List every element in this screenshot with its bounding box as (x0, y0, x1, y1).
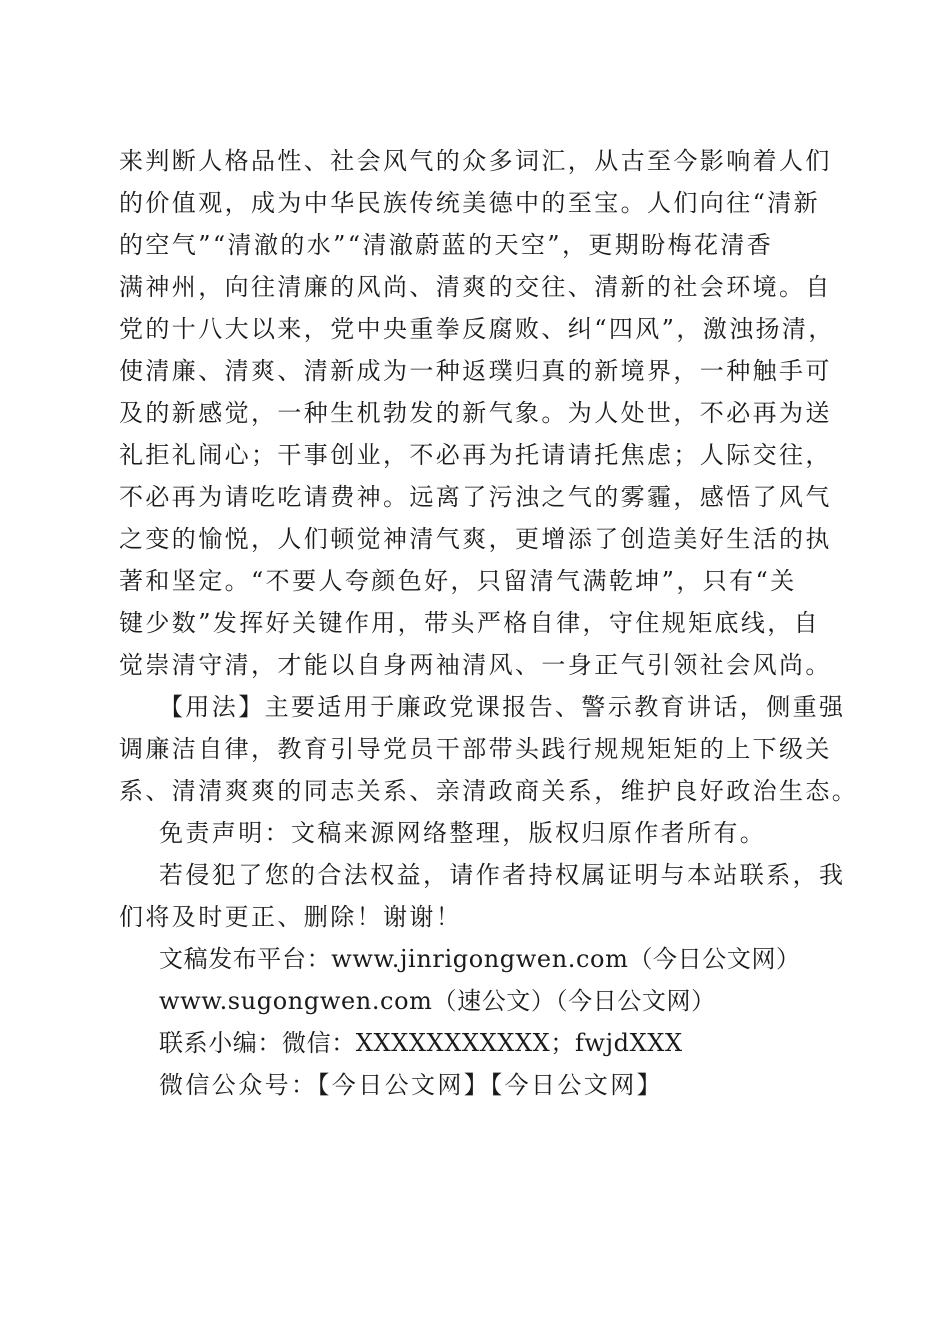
paragraph-line: 的价值观，成为中华民族传统美德中的至宝。人们向往“清新 (119, 189, 821, 217)
paragraph-line: 不必再为请吃吃请费神。远离了污浊之气的雾霾，感悟了风气 (119, 483, 832, 511)
contact-info: 联系小编：微信：XXXXXXXXXXX；fwjdXXX (159, 1029, 683, 1057)
paragraph-line: 及的新感觉，一种生机勃发的新气象。为人处世，不必再为送 (119, 399, 832, 427)
main-paragraph (119, 140, 839, 686)
paragraph-line: 觉崇清守清，才能以自身两袖清风、一身正气引领社会风尚。 (119, 651, 832, 679)
paragraph-line: 礼拒礼闹心；干事创业，不必再为托请请托焦虑；人际交往， (119, 441, 832, 469)
platform-link[interactable]: 文稿发布平台：www.jinrigongwen.com（今日公文网） (159, 945, 801, 973)
paragraph-line: 之变的愉悦，人们顿觉神清气爽，更增添了创造美好生活的执 (119, 525, 832, 553)
site-link[interactable]: www.sugongwen.com（速公文）（今日公文网） (159, 987, 716, 1015)
usage-line: 调廉洁自律，教育引导党员干部带头践行规规矩矩的上下级关 (119, 735, 832, 763)
paragraph-line: 著和坚定。“不要人夸颜色好，只留清气满乾坤”，只有“关 (119, 567, 797, 595)
wechat-official-account: 微信公众号：【今日公文网】【今日公文网】 (159, 1071, 663, 1099)
usage-line: 【用法】主要适用于廉政党课报告、警示教育讲话，侧重强 (159, 693, 846, 721)
paragraph-line: 党的十八大以来，党中央重拳反腐败、纠“四风”，激浊扬清， (119, 315, 835, 343)
document-body (119, 140, 859, 1106)
usage-paragraph (119, 686, 859, 812)
disclaimer-text: 免责声明：文稿来源网络整理，版权归原作者所有。 (159, 819, 767, 847)
paragraph-line: 的空气”“清澈的水”“清澈蔚蓝的天空”，更期盼梅花清香 (119, 231, 774, 259)
usage-line: 系、清清爽爽的同志关系、亲清政商关系，维护良好政治生态。 (119, 777, 859, 805)
paragraph-line: 来判断人格品性、社会风气的众多词汇，从古至今影响着人们 (119, 147, 832, 175)
infringement-line: 若侵犯了您的合法权益，请作者持权属证明与本站联系，我 (159, 861, 846, 889)
infringement-notice (119, 854, 846, 938)
paragraph-line: 使清廉、清爽、清新成为一种返璞归真的新境界，一种触手可 (119, 357, 832, 385)
infringement-line: 们将及时更正、删除！谢谢！ (119, 903, 463, 931)
paragraph-line: 满神州，向往清廉的风尚、清爽的交往、清新的社会环境。自 (119, 273, 832, 301)
paragraph-line: 键少数”发挥好关键作用，带头严格自律，守住规矩底线，自 (119, 609, 821, 637)
